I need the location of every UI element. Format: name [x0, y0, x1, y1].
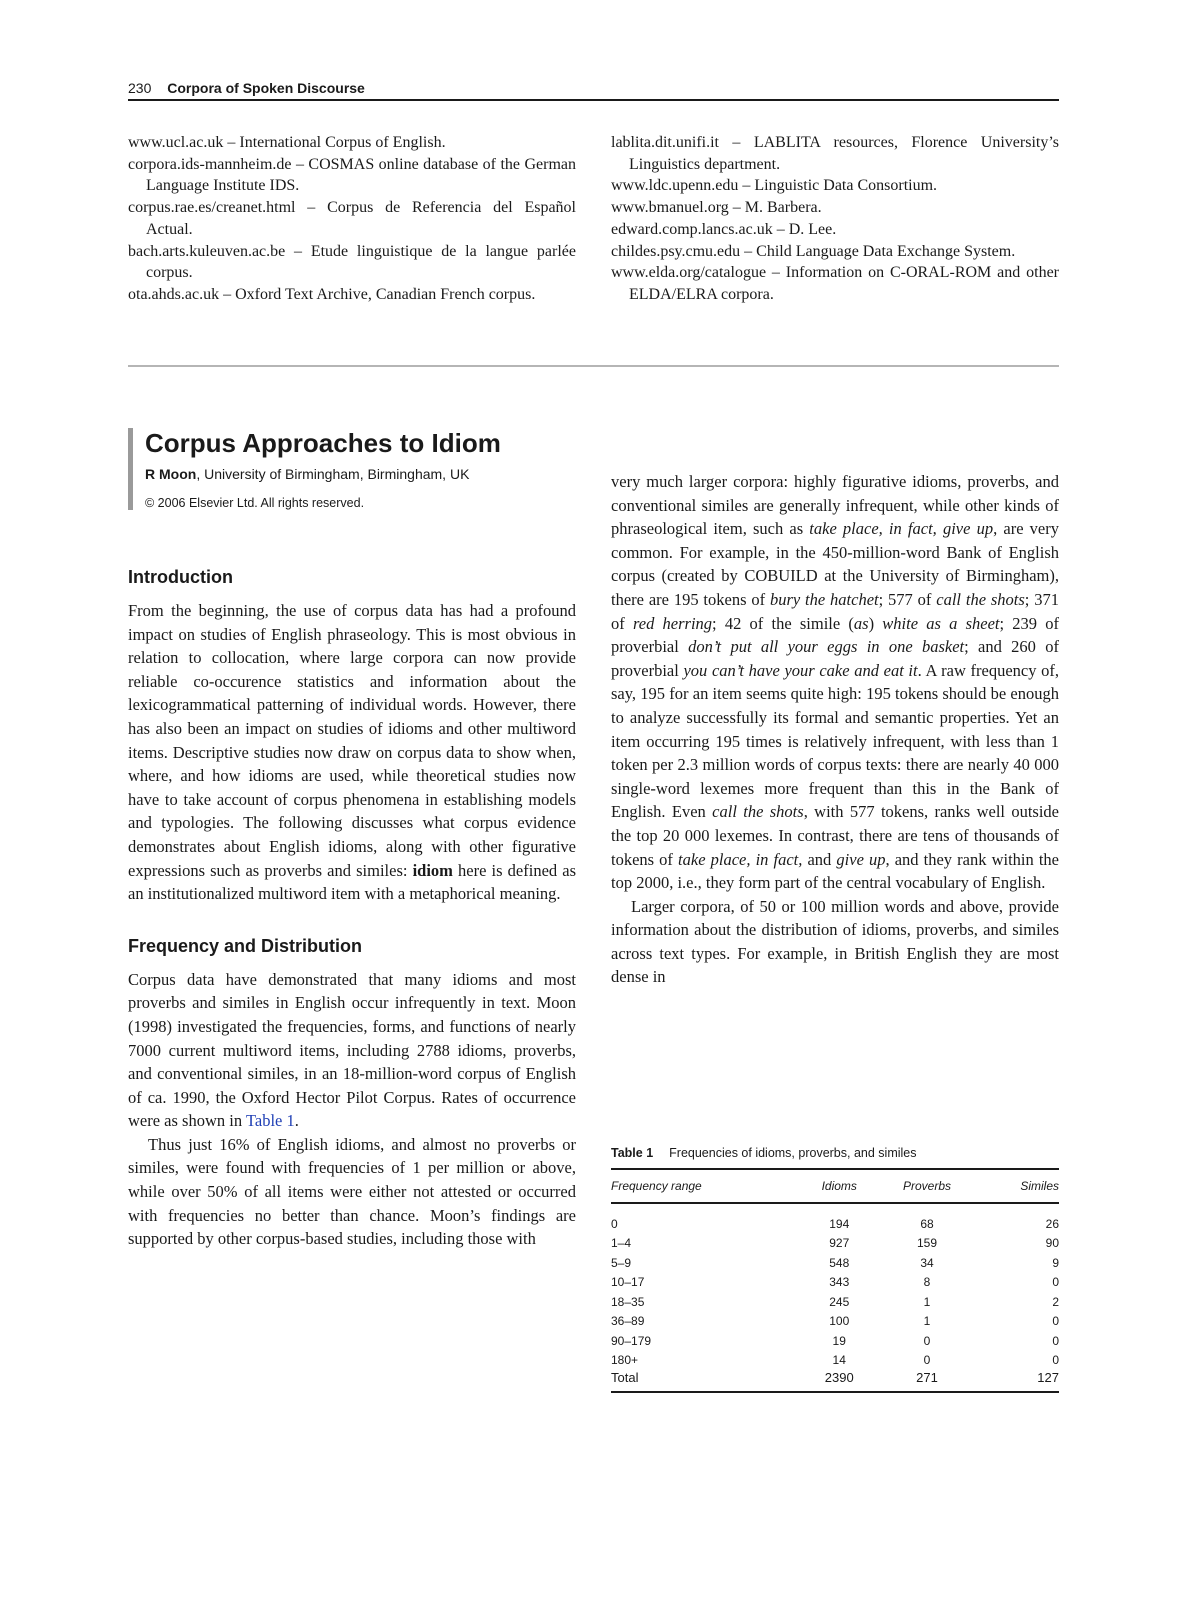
table-cell: Total [611, 1370, 802, 1392]
column-header: Similes [1020, 1179, 1059, 1193]
table-cell: 90 [1045, 1236, 1059, 1251]
table-cell: 927 [829, 1236, 850, 1251]
table-reference-link[interactable]: Table 1 [245, 1111, 295, 1131]
table-cell: 8 [923, 1275, 931, 1290]
paragraph: Thus just 16% of English idioms, and almost no proverbs or similes, were found with frequencies of 1 per million or above, while over 50% of all items were either not attested or occurred with frequencies no better than chance. Moon’s findings are supported by other corpus-based studies, including those with [128, 1134, 576, 1249]
table-total-row [611, 1370, 1059, 1392]
example-phrase: give up [836, 849, 886, 869]
author-affiliation: , University of Birmingham, Birmingham, UK [196, 466, 470, 482]
link-entry: lablita.dit.unifi.it – LABLITA resources, Florence University’s Linguistics department. [611, 134, 1059, 173]
article-title: Corpus Approaches to Idiom [145, 428, 501, 458]
paragraph [128, 599, 576, 906]
table-cell: 68 [920, 1216, 934, 1231]
links-list-right [611, 132, 1059, 306]
article-title-block [128, 428, 605, 510]
paragraph-text: ; 239 of proverbial [611, 613, 1059, 657]
paragraph-text: and [802, 849, 837, 869]
paragraph-text: ; and 260 of proverbial [611, 637, 1059, 680]
table-cell: 245 [829, 1294, 850, 1309]
table-cell: 159 [916, 1236, 938, 1251]
paragraph [128, 968, 576, 1133]
author-name: R Moon [145, 466, 197, 482]
paragraph-text: here is defined as an institutionalized multiword item with a metaphorical meaning. [128, 860, 577, 904]
paragraph-text: very much larger corpora: highly figurative idioms, proverbs, and conventional similes are generally infrequent, while other kinds of phraseological item, such as [611, 472, 1059, 539]
table-cell: 2 [1052, 1294, 1059, 1309]
table-cell: 18–35 [611, 1294, 645, 1309]
table-cell: 0 [1052, 1333, 1059, 1348]
example-phrase: red herring [632, 613, 713, 633]
link-entry: www.ucl.ac.uk – International Corpus of English. [128, 134, 446, 151]
column-header: Frequency range [611, 1179, 702, 1193]
body-column-right [611, 470, 1059, 989]
table-cell: 34 [920, 1255, 934, 1270]
table-cell: 10–17 [611, 1275, 645, 1290]
table-caption [611, 1146, 1059, 1160]
table-cell: 5–9 [611, 1255, 632, 1270]
table-caption-text: Frequencies of idioms, proverbs, and similes [669, 1146, 917, 1160]
paragraph-text: ) [868, 613, 883, 633]
paragraph-text: , and they rank within the top 2000, i.e., they form part of the central vocabulary of English. [611, 849, 1059, 893]
table-cell: 0 [923, 1353, 931, 1368]
table-cell: 548 [829, 1255, 850, 1270]
table-row [611, 1234, 1059, 1254]
paragraph-text: ; 371 of [611, 589, 1059, 633]
paragraph-text: , with 577 tokens, ranks well outside the top 20 000 lexemes. In contrast, there are tens of thousands of tokens of [611, 802, 1060, 869]
table-row [611, 1312, 1059, 1332]
table-header-row [611, 1169, 1059, 1203]
link-entry: ota.ahds.ac.uk – Oxford Text Archive, Canadian French corpus. [128, 285, 536, 303]
table-row [611, 1253, 1059, 1273]
page-number: 230 [128, 80, 152, 96]
paragraph-text: , are very common. For example, in the 450-million-word Bank of English corpus (created by COBUILD at the University of Birmingham), there are 195 tokens of [611, 519, 1059, 609]
paragraph [611, 470, 1059, 895]
table-row [611, 1331, 1059, 1351]
column-header: Proverbs [902, 1179, 952, 1193]
table-cell: 1 [923, 1314, 931, 1329]
table-row [611, 1203, 1059, 1234]
table-row [611, 1292, 1059, 1312]
example-phrase: take place, in fact, give up [809, 519, 994, 539]
section-heading-introduction: Introduction [128, 567, 233, 587]
link-entry: corpus.rae.es/creanet.html – Corpus de Referencia del Español Actual. [128, 199, 576, 238]
link-entry: edward.comp.lancs.ac.uk – D. Lee. [611, 220, 837, 238]
table-cell: 0 [611, 1216, 618, 1231]
paragraph-text: . [294, 1111, 299, 1131]
link-entry: www.bmanuel.org – M. Barbera. [611, 199, 822, 217]
table-cell: 1 [923, 1294, 931, 1309]
table-cell: 2390 [802, 1370, 876, 1392]
table-cell: 343 [829, 1275, 850, 1290]
link-entry: bach.arts.kuleuven.ac.be – Etude linguistique de la langue parlée corpus. [128, 242, 576, 282]
paragraph: Larger corpora, of 50 or 100 million words and above, provide information about the distribution of idioms, proverbs, and similes across text types. For example, in British English they are most dense in [611, 896, 1059, 987]
example-phrase: bury the hatchet [769, 589, 879, 609]
example-phrase: as [853, 613, 869, 633]
defined-term: idiom [412, 860, 453, 880]
copyright-notice: © 2006 Elsevier Ltd. All rights reserved. [145, 496, 365, 510]
table-cell: 194 [829, 1216, 850, 1231]
table-cell: 90–179 [611, 1333, 652, 1348]
column-header: Idioms [821, 1179, 857, 1193]
table [611, 1168, 1059, 1393]
table-cell: 0 [923, 1333, 931, 1348]
body-column-left [128, 565, 576, 1251]
paragraph-text: From the beginning, the use of corpus data has had a profound impact on studies of English phraseology. This is most obvious in relation to collocation, where large corpora can now provide reliable co-occurence statistics and information about the lexicogrammatical patterning of individual words. However, there has also been an impact on studies of idioms and other multiword items. Descriptive studies now draw on corpus data to show when, where, and how idioms are used, while theoretical studies now have to take account of corpus phenomena in establishing models and typologies. The following discusses what corpus evidence demonstrates about English idioms, along with other figurative expressions such as proverbs and similes: [128, 601, 576, 880]
table-row [611, 1351, 1059, 1371]
paragraph-text: Corpus data have demonstrated that many idioms and most proverbs and similes in English occur infrequently in text. Moon (1998) investigated the frequencies, forms, and functions of nearly 7000 current multiword items, including 2788 idioms, proverbs, and conventional similes, in an 18-million-word corpus of English of ca. 1990, the Oxford Hector Pilot Corpus. Rates of occurrence were as shown in [128, 969, 576, 1131]
paragraph-text: . A raw frequency of, say, 195 for an item seems quite high: 195 tokens should be enough to analyze successfully its formal and semantic properties. Yet an item occurring 195 times is relatively infrequent, with less than 1 token per 2.3 million words of corpus texts: there are nearly 40 000 single-word lexemes more frequent than this in the Bank of English. Even [611, 660, 1059, 822]
link-entry: www.elda.org/catalogue – Information on C-ORAL-ROM and other ELDA/ELRA corpora. [611, 264, 1059, 303]
table-cell: 0 [1052, 1275, 1059, 1290]
section-heading-frequency: Frequency and Distribution [128, 935, 363, 956]
table-cell: 26 [1045, 1216, 1059, 1231]
table-cell: 0 [1052, 1353, 1059, 1368]
paragraph-text: ; 577 of [878, 589, 937, 609]
example-phrase: call the shots [936, 589, 1025, 609]
links-list-left [128, 132, 576, 306]
table-cell: 0 [1052, 1314, 1059, 1329]
example-phrase: call the shots [712, 802, 804, 822]
table-label: Table 1 [611, 1146, 654, 1160]
example-phrase: don’t put all your eggs in one basket [688, 637, 965, 657]
table-cell: 180+ [611, 1353, 639, 1368]
table-cell: 36–89 [611, 1314, 645, 1329]
example-phrase: white as a sheet [882, 613, 1000, 633]
link-entry: www.ldc.upenn.edu – Linguistic Data Consortium. [611, 177, 938, 195]
author-line [145, 466, 605, 482]
paragraph-text: ; 42 of the simile ( [712, 613, 854, 633]
running-header [128, 80, 1059, 101]
section-divider [128, 365, 1059, 367]
example-phrase: you can’t have your cake and eat it [683, 660, 918, 680]
link-entry: corpora.ids-mannheim.de – COSMAS online database of the German Language Institute IDS. [128, 155, 576, 195]
running-title: Corpora of Spoken Discourse [167, 80, 365, 96]
frequency-table [611, 1146, 1059, 1393]
table-cell: 19 [832, 1333, 846, 1348]
table-row [611, 1273, 1059, 1293]
table-cell: 1–4 [611, 1236, 632, 1251]
table-cell: 14 [832, 1353, 846, 1368]
table-cell: 9 [1052, 1255, 1059, 1270]
table-cell: 271 [876, 1370, 977, 1392]
link-entry: childes.psy.cmu.edu – Child Language Data Exchange System. [611, 242, 1016, 260]
table-cell: 100 [829, 1314, 850, 1329]
table-cell: 127 [978, 1370, 1059, 1392]
example-phrase: take place, in fact, [678, 849, 803, 869]
